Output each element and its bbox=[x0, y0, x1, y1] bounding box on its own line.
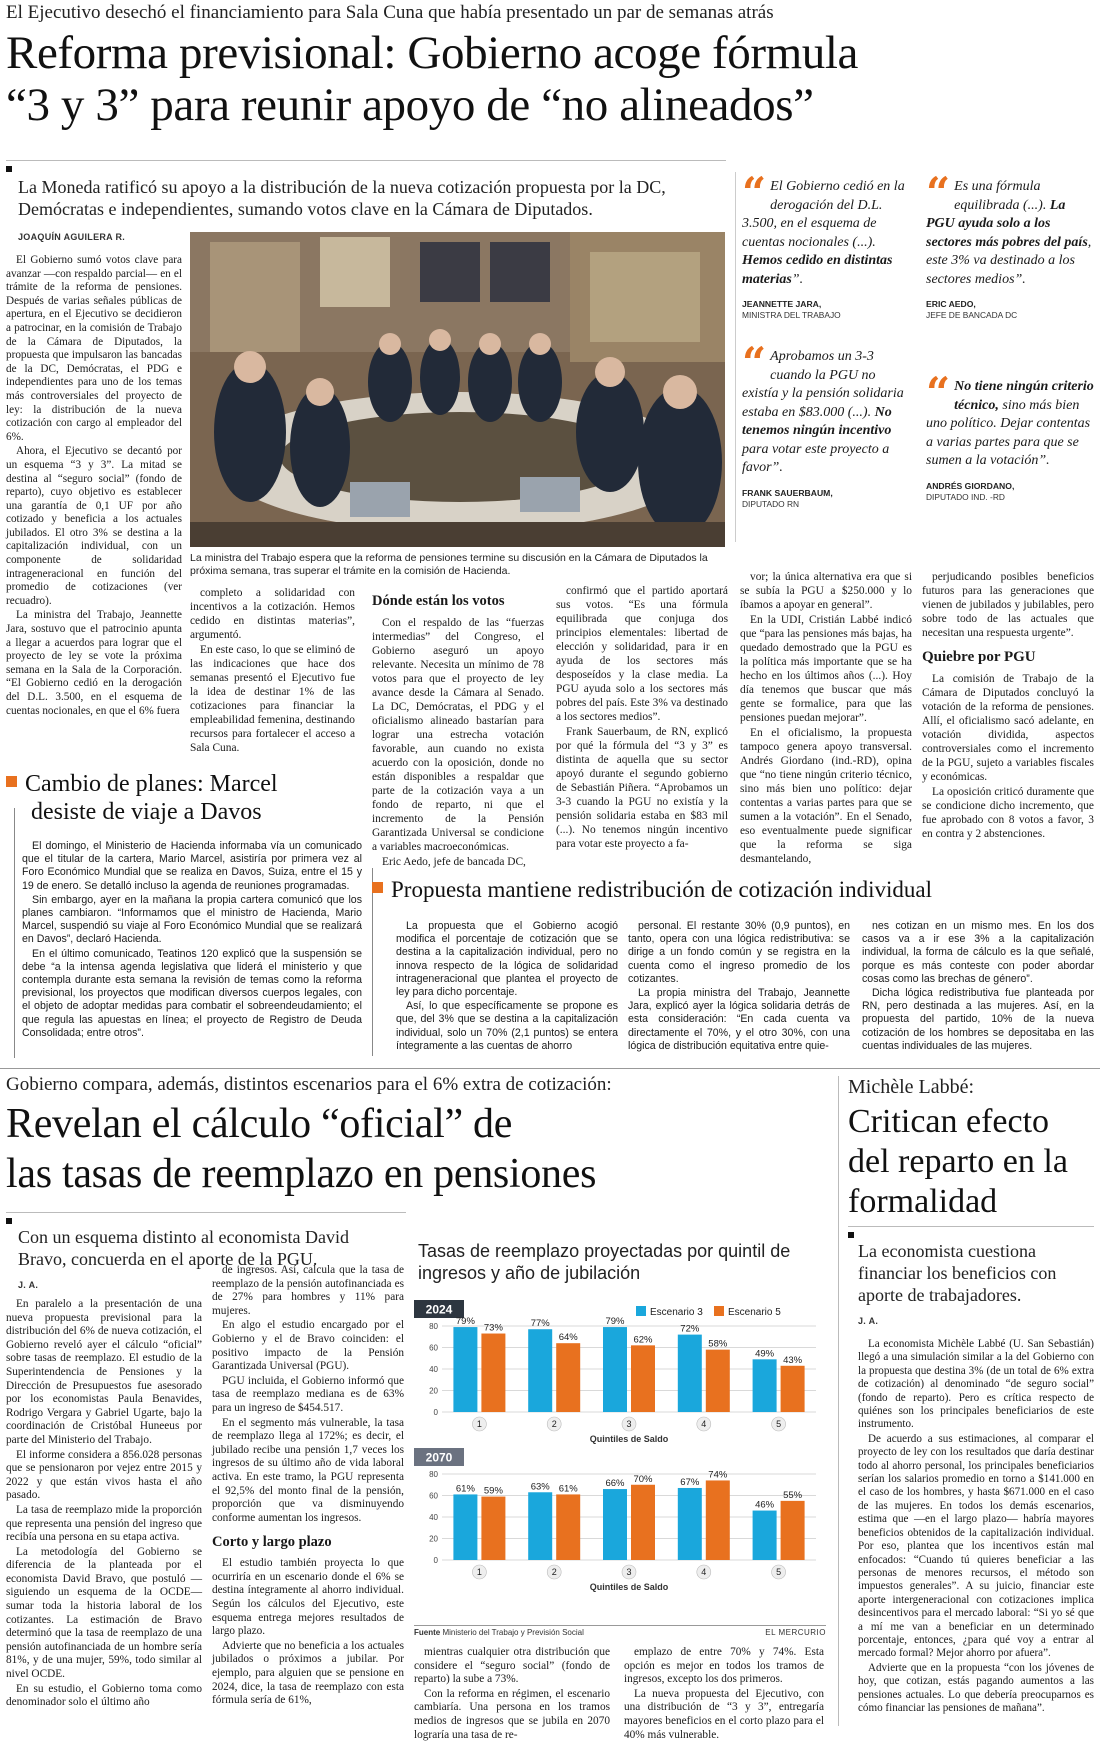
category-label: 3 bbox=[626, 1567, 632, 1577]
bar-2024-escenario-3-q4 bbox=[678, 1335, 702, 1412]
paragraph: Frank Sauerbaum, de RN, explicó por qué la fórmula del “3 y 3” es distinta de aquella que su sector apoyó durante el segundo gobierno de Sebastián Piñera. “Aprobamos un 3-3 cuando la PGU no existía y la pensión solidaria estaba en $83 mil (...). No tenemos ningún incentivo para votar este proyecto a fa- bbox=[556, 726, 728, 850]
quote-text: “ Es una fórmula equilibrada (...). La PGU ayuda solo a los sectores más pobres del país, este 3% va destinado a los sectores medios”. bbox=[926, 168, 1092, 287]
top-headline-line-2: “3 y 3” para reunir apoyo de “no alineados” bbox=[6, 79, 814, 131]
chart-brand: EL MERCURIO bbox=[765, 1628, 826, 1637]
quote-mark-icon: “ bbox=[742, 168, 767, 217]
chart-title: Tasas de reemplazo proyectadas por quintil de ingresos y año de jubilación bbox=[418, 1241, 791, 1283]
chart-source bbox=[414, 1625, 826, 1639]
bottom-kicker: Gobierno compara, además, distintos escenarios para el 6% extra de cotización: bbox=[6, 1074, 612, 1095]
y-tick-label: 60 bbox=[429, 1343, 438, 1353]
top-headline-line-1: Reforma previsional: Gobierno acoge fórmula bbox=[6, 27, 859, 79]
bar-2024-escenario-3-q2 bbox=[528, 1329, 552, 1412]
paragraph: Sin embargo, ayer en la mañana la propia cartera comunicó que los planes cambiaron. “Informamos que el ministro de Hacienda, Mario Marcel, suspendió su viaje al Foro Económico Mundial que se realizará en Davos”, declaró Hacienda. bbox=[22, 893, 362, 946]
deck-marker bbox=[6, 1218, 12, 1224]
quote-mark-icon: “ bbox=[926, 368, 951, 417]
paragraph: La ministra del Trabajo, Jeannette Jara, sostuvo que el patrocinio apunta a llegar a acuerdos para lograr que el proyecto de ley se vote la próxima semana en la Sala de la Corporación. “El Gobierno cedió en la derogación del D.L. 3.500, en el esquema de cuentas nocionales, en que el 6% fuera bbox=[6, 609, 182, 717]
bottom-deck: Con un esquema distinto al economista David Bravo, concuerda en el aporte de la PGU. bbox=[18, 1227, 349, 1269]
box-propuesta-title: Propuesta mantiene redistribución de cotización individual bbox=[372, 876, 1094, 904]
bar-2024-escenario-5-q2 bbox=[556, 1343, 580, 1412]
paragraph: En paralelo a la presentación de una nueva propuesta previsional para la distribución del 6% de nueva cotización, el Gobierno reveló ayer el cálculo “oficial” sobre tasas de reemplazo. El estudio de la Superintendencia de Pensiones y la Dirección de Presupuestos fue asesorado por los economistas Paula Benavides, Rodrigo Vergara y Gabriel Ugarte, bajo la coordinación de Cristóbal Huneeus por parte del Ministerio del Trabajo. bbox=[6, 1298, 202, 1446]
panel-year-label: 2024 bbox=[425, 1302, 453, 1317]
paragraph: de ingresos. Así, calcula que la tasa de reemplazo de la pensión autofinanciada es de 27% para hombres y 11% para mujeres. bbox=[212, 1264, 404, 1317]
paragraph: confirmó que el partido aportará sus votos. “Es una fórmula equilibrada que conjuga dos principios elementales: libertad de elección y solidaridad, para ir en ayuda de los sectores más desposeídos y la clase media. La PGU ayuda solo a los sectores más pobres del país. Este 3% va destinado a los sectores medios”. bbox=[556, 585, 728, 723]
y-tick-label: 80 bbox=[429, 1470, 438, 1479]
chart-source-text: Ministerio del Trabajo y Previsión Social bbox=[442, 1628, 584, 1637]
bottom-col-3 bbox=[414, 1646, 610, 1743]
quote-sauerbaum bbox=[742, 338, 912, 509]
paragraph: mientras cualquier otra distribución que considere el “seguro social” (fondo de reparto) la sube a 73%. bbox=[414, 1646, 610, 1686]
box-propuesta-col-2 bbox=[628, 920, 850, 1054]
bottom-headline-line-1: Revelan el cálculo “oficial” de bbox=[6, 1101, 513, 1147]
top-col-1 bbox=[6, 254, 182, 719]
bottom-col-2 bbox=[212, 1264, 404, 1709]
photo-illustration bbox=[190, 232, 725, 547]
subhead-quiebre: Quiebre por PGU bbox=[922, 649, 1036, 665]
bar-2070-escenario-5-q5 bbox=[781, 1501, 805, 1560]
paragraph: Advierte que en la propuesta “con los jóvenes de hoy, que cotizan, estás pagando aumentos a las pensiones actuales. Lo que debería preocuparnos es cómo financiar las pensiones de mañana”. bbox=[858, 1661, 1094, 1714]
paragraph: emplazo de entre 70% y 74%. Esta opción es mejor en todos los tramos de ingresos, excepto los dos primeros. bbox=[624, 1646, 824, 1686]
category-label: 5 bbox=[776, 1419, 782, 1429]
paragraph: Eric Aedo, jefe de bancada DC, bbox=[382, 856, 526, 868]
side-body bbox=[858, 1338, 1094, 1716]
paragraph: La metodología del Gobierno se diferencia de la planteada por el economista David Bravo, que postuló —siguiendo un esquema de la OCDE— sumar toda la historia laboral de los cotizantes. La estimación de Bravo determinó que la tasa de reemplazo de una pensión autofinanciada de un hombre sería 81%, y de una mujer, 59%, todo similar al nivel OCDE. bbox=[6, 1545, 202, 1681]
top-col-3 bbox=[372, 584, 544, 870]
legend-swatch-escenario-3 bbox=[636, 1306, 646, 1316]
bar-data-label: 79% bbox=[605, 1316, 625, 1328]
quote-mark-icon: “ bbox=[926, 168, 951, 217]
paragraph: La economista Michèle Labbé (U. San Sebastián) llegó a una simulación similar a la del Gobierno con la propuesta que destina 3% (de un total de 6% extra de cotización) al denominado “de seguro social” (fondo de reparto). Pero es crítica respecto de quiénes son los principales beneficiarios de este instrumento. bbox=[858, 1338, 1094, 1431]
quote-text: “ El Gobierno cedió en la derogación del D.L. 3.500, en el esquema de cuentas nocionales (...). Hemos cedido en distintas materias”. bbox=[742, 168, 905, 287]
top-deck: La Moneda ratificó su apoyo a la distribución de la nueva cotización propuesta por la DC, Demócratas e independientes, sumando votos clave en la Cámara de Diputados. bbox=[18, 177, 666, 219]
box-propuesta-col-3 bbox=[862, 920, 1094, 1054]
bar-2070-escenario-5-q4 bbox=[706, 1480, 730, 1560]
y-tick-label: 20 bbox=[429, 1386, 438, 1396]
paragraph: La oposición criticó duramente que se condicione dicho incremento, que fue aprobado con 8 votos a favor, 3 en contra y 2 abstenciones. bbox=[922, 786, 1094, 840]
paragraph: Así, lo que específicamente se propone es que, del 3% que se destina a la capitalización individual, solo un 70% (2,1 puntos) se entera íntegramente a las cuentas de ahorro bbox=[396, 1000, 618, 1052]
bar-data-label: 43% bbox=[783, 1354, 803, 1366]
bar-data-label: 63% bbox=[530, 1481, 550, 1493]
paragraph: Dicha lógica redistributiva fue planteada por RN, pero destinada a las mujeres. Así, en la propuesta del partido, 10% de la nueva cotización de los hombres se depositaba en las cuentas individuales de las mujeres. bbox=[862, 987, 1094, 1052]
quote-role: DIPUTADO IND. -RD bbox=[926, 491, 1005, 502]
paragraph: En la UDI, Cristián Labbé indicó que “para las pensiones más bajas, ha quedado demostrado que la PGU es la política más importante que se ha hecho en los últimos años (...). Hoy día tenemos que buscar que más gente se formalice, para que las pensiones puedan mejorar”. bbox=[740, 614, 912, 724]
quote-name: FRANK SAUERBAUM, bbox=[742, 487, 833, 498]
orange-square-icon bbox=[372, 882, 383, 893]
paragraph: nes cotizan en un mismo mes. En los dos casos va a ir ese 3% a la capitalización individual, la forma de cálculo es la que señalé, porque es más conteste con poder abordar cosas como las brechas de género”. bbox=[862, 920, 1094, 985]
bar-data-label: 72% bbox=[680, 1323, 700, 1335]
category-label: 2 bbox=[551, 1567, 557, 1577]
y-tick-label: 60 bbox=[429, 1491, 438, 1501]
bar-2024-escenario-3-q5 bbox=[753, 1359, 777, 1412]
replacement-rate-chart bbox=[414, 1300, 826, 1625]
bar-2024-escenario-3-q3 bbox=[603, 1327, 627, 1412]
legend-label-escenario-3: Escenario 3 bbox=[650, 1307, 703, 1318]
bar-2070-escenario-5-q3 bbox=[631, 1485, 655, 1560]
y-tick-label: 0 bbox=[433, 1556, 438, 1565]
paragraph: completo a solidaridad con incentivos a la cotización. Hemos cedido en distintas materias”, argumentó. bbox=[190, 587, 355, 641]
bottom-headline-line-2: las tasas de reemplazo en pensiones bbox=[6, 1151, 597, 1197]
box-propuesta-col-1 bbox=[396, 920, 618, 1054]
subhead-corto-largo: Corto y largo plazo bbox=[212, 1534, 332, 1551]
bar-2024-escenario-5-q4 bbox=[706, 1350, 730, 1412]
bottom-col-4 bbox=[624, 1646, 824, 1743]
bar-data-label: 62% bbox=[633, 1334, 653, 1346]
quote-text: “ No tiene ningún criterio técnico, sino más bien uno político. Dejar contentas a varias partes para que se sumen a la votación”. bbox=[926, 368, 1094, 468]
bar-data-label: 61% bbox=[558, 1483, 578, 1495]
bar-2070-escenario-5-q2 bbox=[556, 1494, 580, 1560]
top-col-6 bbox=[922, 570, 1094, 842]
quote-role: DIPUTADO RN bbox=[742, 498, 800, 509]
paragraph: En algo el estudio encargado por el Gobierno y el de Bravo coinciden: el positivo impacto de la Pensión Garantizada Universal (PGU). bbox=[212, 1319, 404, 1373]
bar-data-label: 66% bbox=[605, 1478, 625, 1490]
orange-square-icon bbox=[6, 776, 17, 787]
paragraph: Advierte que no beneficia a los actuales jubilados o próximos a jubilar. Por ejemplo, para alguien que se pensione en 2024, dice, la tasa de reemplazo con esta fórmula sería de 61%, bbox=[212, 1639, 404, 1707]
deck-marker bbox=[6, 166, 12, 172]
paragraph: De acuerdo a sus estimaciones, al comparar el proyecto de ley con los resultados que daría destinar todo al ahorro personal, los principales beneficiarios serían los salarios promedio en torno a $141.000 en el caso de los hombres, y hasta $671.000 en el caso de las mujeres. En todos los demás escenarios, estima que —en el largo plazo— habría mayores beneficios obtenidos de la capitalización individual. Por eso, plantea que los incentivos están mal enfocados: “Cuando tú quieres beneficiar a las personas de menores recursos, el método son impuestos generales”. A su juicio, financiar este aporte intergeneracional con cotizaciones implica desincentivos para el mercado laboral: “Si yo sé que a mí me van a beneficiar en un determinado porcentaje, entonces, ¿para qué voy a entrar al mercado formal? Mejor ahorro por afuera”. bbox=[858, 1432, 1094, 1660]
quote-name: ERIC AEDO, bbox=[926, 299, 976, 309]
bar-2024-escenario-5-q1 bbox=[481, 1334, 505, 1412]
paragraph: perjudicando posibles beneficios futuros para las generaciones que vienen de jubilados y jubilables, pero sobre todo de las actuales que necesitan una respuesta urgente”. bbox=[922, 571, 1094, 639]
quote-name: ANDRÉS GIORDANO, bbox=[926, 480, 1015, 491]
box-marcel-title: Cambio de planes: Marcel desiste de viaje a Davos bbox=[6, 770, 361, 826]
paragraph: El Gobierno sumó votos clave para avanzar —con respaldo parcial— en el trámite de la reforma de pensiones. Después de varias señales públicas de apertura, en el Ejecutivo se decidieron a patrocinar, en la comisión de Trabajo de la Cámara de Diputados, la propuesta que impulsaron las bancadas de la DC, Demócratas, el PDG e independientes para uno de los temas más controversiales del proyecto de ley: la distribución de la nueva cotización con cargo al empleador del 6%. bbox=[6, 254, 182, 443]
subhead-donde: Dónde están los votos bbox=[372, 593, 505, 609]
bar-2024-escenario-5-q5 bbox=[781, 1366, 805, 1412]
paragraph: El informe considera a 856.028 personas que se pensionaron por vejez entre 2015 y 2022 y que están vivos hasta el año pasado. bbox=[6, 1448, 202, 1502]
top-col-2 bbox=[190, 586, 355, 756]
bar-data-label: 67% bbox=[680, 1476, 700, 1488]
bar-data-label: 77% bbox=[530, 1318, 550, 1330]
x-axis-label: Quintiles de Saldo bbox=[589, 1434, 669, 1444]
bar-data-label: 64% bbox=[558, 1332, 578, 1344]
bar-2024-escenario-3-q1 bbox=[453, 1327, 477, 1412]
paragraph: En su estudio, el Gobierno toma como denominador solo el último año bbox=[6, 1682, 202, 1709]
paragraph: Con la reforma en régimen, el escenario cambiaría. Una persona en los tramos medios de ingresos que se jubila en 2070 lograría una tasa de re- bbox=[414, 1687, 610, 1741]
category-label: 4 bbox=[701, 1567, 707, 1577]
paragraph: La propia ministra del Trabajo, Jeannette Jara, explicó ayer la lógica solidaria detrás de esta consideración: “En cada cuenta va directamente el 70%, y el otro 30%, con una lógica de distribución equitativa entre quie- bbox=[628, 987, 850, 1052]
quote-jara bbox=[742, 168, 912, 320]
top-byline: JOAQUÍN AGUILERA R. bbox=[18, 232, 126, 242]
paragraph: El estudio también proyecta lo que ocurriría en un escenario donde el 6% se destina íntegramente al ahorro individual. Según los cálculos del Ejecutivo, este esquema entrega mejores resultados de largo plazo. bbox=[212, 1557, 404, 1638]
y-tick-label: 0 bbox=[433, 1408, 438, 1417]
bar-data-label: 49% bbox=[755, 1348, 775, 1360]
quote-giordano bbox=[926, 368, 1094, 502]
bar-2070-escenario-5-q1 bbox=[481, 1497, 505, 1560]
bar-data-label: 59% bbox=[483, 1485, 503, 1497]
side-deck: La economista cuestiona financiar los beneficios con aporte de trabajadores. bbox=[858, 1241, 1057, 1305]
panel-year-label: 2070 bbox=[425, 1450, 453, 1465]
y-tick-label: 40 bbox=[429, 1513, 438, 1522]
box-marcel-body bbox=[22, 840, 362, 1041]
bar-data-label: 79% bbox=[455, 1316, 475, 1328]
quote-role: JEFE DE BANCADA DC bbox=[926, 310, 1018, 320]
bar-data-label: 55% bbox=[783, 1489, 803, 1501]
bar-2070-escenario-3-q1 bbox=[453, 1494, 477, 1560]
top-photo bbox=[190, 232, 725, 547]
paragraph: La propuesta que el Gobierno acogió modifica el porcentaje de cotización que se destina a la capitalización individual, pero no innova respecto de la lógica de solidaridad intrageneracional que plantea el proyecto de ley para dicho porcentaje. bbox=[396, 920, 618, 999]
category-label: 1 bbox=[476, 1419, 482, 1429]
bottom-col-1 bbox=[6, 1298, 202, 1711]
quote-name: JEANNETTE JARA, bbox=[742, 299, 822, 309]
quote-text: “ Aprobamos un 3-3 cuando la PGU no existía y la pensión solidaria estaba en $83.000 (...). No tenemos ningún incentivo para votar este proyecto a favor”. bbox=[742, 338, 904, 475]
paragraph: Con el respaldo de las “fuerzas intermedias” del Congreso, el Gobierno aseguró un apoyo relevante. Necesita un mínimo de 78 votos para que el proyecto de ley avance desde la Cámara al Senado. La DC, Demócratas, el PDG y el oficialismo alineado bastarían para lograr una estrecha votación favorable, aun cuando no exista acuerdo con la oposición, donde no están disponibles a respaldar que parte de la cotización vaya a un fondo de reparto, ni que el incremento de la Pensión Garantizada Universal se condicione a variables macroeconómicas. bbox=[372, 617, 544, 853]
legend-swatch-escenario-5 bbox=[714, 1306, 724, 1316]
quote-role: MINISTRA DEL TRABAJO bbox=[742, 310, 841, 320]
category-label: 5 bbox=[776, 1567, 782, 1577]
bar-2070-escenario-3-q4 bbox=[678, 1488, 702, 1560]
top-kicker: El Ejecutivo desechó el financiamiento para Sala Cuna que había presentado un par de semanas atrás bbox=[6, 2, 774, 23]
bar-data-label: 46% bbox=[755, 1499, 775, 1511]
paragraph: vor; la única alternativa era que si se subía la PGU a $250.000 y lo íbamos a apoyar en general”. bbox=[740, 571, 912, 611]
side-kicker: Michèle Labbé: bbox=[848, 1076, 975, 1098]
deck-marker bbox=[848, 1232, 854, 1238]
paragraph: En el último comunicado, Teatinos 120 explicó que la suspensión se debe “a la intensa agenda legislativa que liderá el ministerio y que contempla durante esta semana la revisión de temas como la reforma previsional, los proyectos que modifican diversos cuerpos legales, con el objeto de adoptar medidas para combatir el sobreendeudamiento; el que regula las apuestas en línea; el proyecto de Registro de Deuda Consolidada; entre otros”. bbox=[22, 947, 362, 1039]
paragraph: La tasa de reemplazo mide la proporción que representa una pensión del ingreso que recibía una persona en su etapa activa. bbox=[6, 1503, 202, 1544]
bar-2070-escenario-3-q3 bbox=[603, 1489, 627, 1560]
y-tick-label: 80 bbox=[429, 1322, 438, 1331]
top-col-4 bbox=[556, 584, 728, 852]
paragraph: En el oficialismo, la propuesta tampoco genera apoyo transversal. Andrés Giordano (ind.-RD), opina que “no tiene ningún criterio técnico, sino más bien uno político: dejar contentas a varias partes para que se sumen a la votación”. En el Senado, eso eventualmente puede significar que la reforma se siga desmantelando, bbox=[740, 727, 912, 865]
category-label: 2 bbox=[551, 1419, 557, 1429]
paragraph: La nueva propuesta del Ejecutivo, con una distribución de “3 y 3”, entregaría mayores beneficios en el corto plazo para el 40% más vulnerable. bbox=[624, 1687, 824, 1741]
bottom-byline: J. A. bbox=[18, 1280, 39, 1290]
side-byline: J. A. bbox=[858, 1316, 879, 1326]
paragraph: En este caso, lo que se eliminó de las indicaciones que hace dos semanas presentó el Ejecutivo fue la idea de destinar 1% de las cotizaciones para financiar la empleabilidad femenina, destinando recursos para fortalecer el acceso a Sala Cuna. bbox=[190, 644, 355, 754]
paragraph: La comisión de Trabajo de la Cámara de Diputados concluyó la votación de la reforma de pensiones. Allí, el oficialismo sacó adelante, en votación dividida, aspectos controversiales como el incremento de la PGU, sujeto a variables fiscales y económicas. bbox=[922, 673, 1094, 783]
legend-label-escenario-5: Escenario 5 bbox=[728, 1307, 781, 1318]
bar-data-label: 73% bbox=[483, 1322, 503, 1334]
bar-2070-escenario-3-q5 bbox=[753, 1511, 777, 1560]
top-col-5 bbox=[740, 570, 912, 867]
paragraph: PGU incluida, el Gobierno informó que tasa de reemplazo mediana es de 63% para un ingreso de $454.517. bbox=[212, 1374, 404, 1414]
paragraph: personal. El restante 30% (0,9 puntos), en tanto, opera con una lógica redistributiva: se dirige a un fondo común y se registra en la cuenta como el ingreso promedio de los cotizantes. bbox=[628, 920, 850, 985]
bar-data-label: 58% bbox=[708, 1338, 728, 1350]
category-label: 4 bbox=[701, 1419, 707, 1429]
x-axis-label: Quintiles de Saldo bbox=[589, 1582, 669, 1592]
side-headline: Critican efecto del reparto en la formalidad bbox=[848, 1103, 1068, 1220]
bar-data-label: 70% bbox=[633, 1473, 653, 1485]
category-label: 3 bbox=[626, 1419, 632, 1429]
bar-data-label: 74% bbox=[708, 1469, 728, 1481]
paragraph: Ahora, el Ejecutivo se decantó por un esquema “3 y 3”. La mitad se destina al “seguro social” (fondo de reparto), cuyo objetivo es establecer una garantía de 0,1 UF por año cotizado y beneficia a los actuales jubilados. El otro 3% se destina a la capitalización individual, con un componente de solidaridad intrageneracional en función del promedio de cotizaciones (ver recuadro). bbox=[6, 445, 182, 607]
bar-2070-escenario-3-q2 bbox=[528, 1492, 552, 1560]
paragraph: El domingo, el Ministerio de Hacienda informaba vía un comunicado que el titular de la cartera, Mario Marcel, asistiría por primera vez al Foro Económico Mundial que se realiza en Davos, Suiza, entre el 15 y 19 de enero. Se detalló incluso la agenda de reuniones programadas. bbox=[22, 840, 362, 892]
quote-aedo bbox=[926, 168, 1094, 320]
photo-caption: La ministra del Trabajo espera que la reforma de pensiones termine su discusión en la Cámara de Diputados la próxima semana, tras superar el trámite en la comisión de Hacienda. bbox=[190, 552, 708, 577]
quote-mark-icon: “ bbox=[742, 338, 767, 387]
paragraph: En el segmento más vulnerable, la tasa de reemplazo llega al 172%; es decir, el jubilado recibe una pensión 1,7 veces los ingresos de su último año de vida laboral activa. En este tramo, la PGU representa el 92,5% del monto final de la pensión, proporción que va disminuyendo conforme aumentan los ingresos. bbox=[212, 1416, 404, 1524]
chart-source-label: Fuente bbox=[414, 1628, 441, 1637]
bar-data-label: 61% bbox=[455, 1483, 475, 1495]
y-tick-label: 20 bbox=[429, 1534, 438, 1544]
category-label: 1 bbox=[476, 1567, 482, 1577]
y-tick-label: 40 bbox=[429, 1365, 438, 1374]
bar-2024-escenario-5-q3 bbox=[631, 1345, 655, 1412]
